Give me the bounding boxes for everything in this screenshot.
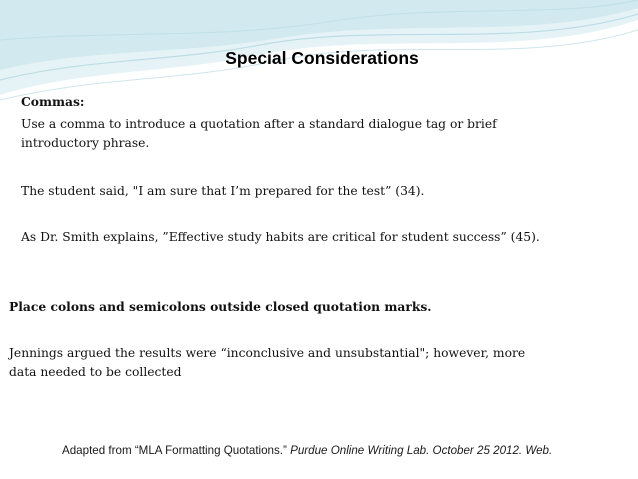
jennings-line-1: Jennings argued the results were “inconclusive and unsubstantial"; however, more [9,346,526,360]
example-student-quote: The student said, "I am sure that I’m prepared for the test” (34). [21,184,425,198]
jennings-line-2: data needed to be collected [9,365,182,379]
colons-heading: Place colons and semicolons outside closed quotation marks. [9,299,432,314]
commas-heading: Commas: [21,94,85,109]
citation-prefix: Adapted from “MLA Formatting Quotations.” [62,444,291,457]
commas-rule-line-1: Use a comma to introduce a quotation after a standard dialogue tag or brief [21,117,497,131]
citation-source: Purdue Online Writing Lab. October 25 2012. Web. [290,444,553,457]
slide-title: Special Considerations [225,48,419,68]
citation-footer [62,443,552,459]
commas-rule-line-2: introductory phrase. [21,136,150,150]
example-smith-quote: As Dr. Smith explains, ”Effective study habits are critical for student success” (45). [21,230,540,244]
